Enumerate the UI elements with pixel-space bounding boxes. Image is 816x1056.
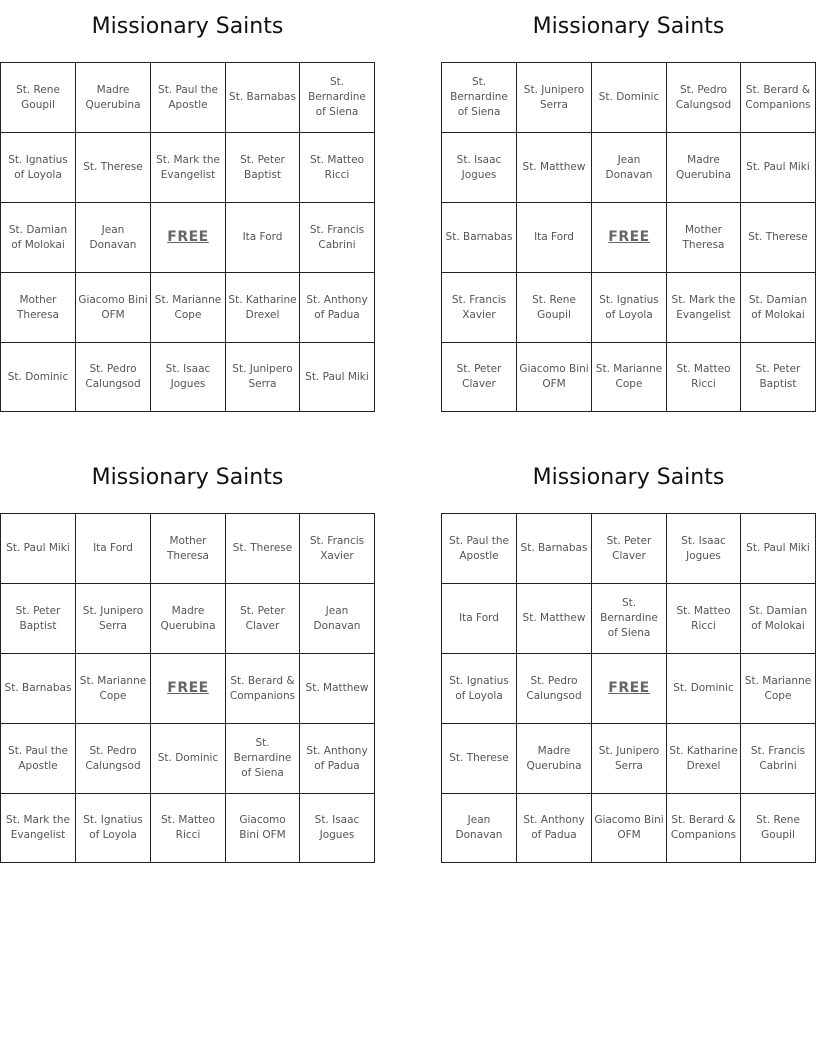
bingo-cell: St. Anthony of Padua bbox=[300, 273, 374, 343]
bingo-cell: St. Mark the Evangelist bbox=[151, 133, 226, 203]
bingo-cell: St. Ignatius of Loyola bbox=[1, 133, 76, 203]
bingo-cell: Jean Donavan bbox=[592, 133, 667, 203]
bingo-cell: St. Matteo Ricci bbox=[667, 343, 741, 411]
bingo-cell: St. Paul Miki bbox=[305, 370, 369, 383]
bingo-cell: St. Ignatius of Loyola bbox=[592, 273, 667, 343]
bingo-cell: Madre Querubina bbox=[667, 133, 741, 203]
bingo-cell: St. Anthony of Padua bbox=[517, 794, 592, 862]
bingo-cell: St. Pedro Calungsod bbox=[76, 724, 151, 794]
bingo-cell: St. Barnabas bbox=[1, 654, 76, 724]
bingo-grid bbox=[441, 62, 816, 412]
bingo-cell: St. Berard & Companions bbox=[667, 794, 741, 862]
bingo-cell: Jean Donavan bbox=[442, 794, 517, 862]
bingo-cell: St. Francis Xavier bbox=[300, 514, 374, 584]
bingo-cell: Madre Querubina bbox=[517, 724, 592, 794]
bingo-cell: St. Pedro Calungsod bbox=[76, 343, 151, 411]
bingo-cell: St. Barnabas bbox=[226, 63, 300, 133]
bingo-cell: St. Isaac Jogues bbox=[667, 514, 741, 584]
card-title: Missionary Saints bbox=[91, 465, 284, 490]
bingo-cell: Giacomo Bini OFM bbox=[76, 273, 151, 343]
bingo-cell: St. Matthew bbox=[300, 654, 374, 724]
bingo-cell: St. Francis Xavier bbox=[442, 273, 517, 343]
bingo-cell: St. Therese bbox=[76, 133, 151, 203]
card-title: Missionary Saints bbox=[532, 465, 725, 490]
bingo-cell: St. Bernardine of Siena bbox=[442, 63, 517, 133]
bingo-cell: St. Isaac Jogues bbox=[314, 814, 360, 841]
bingo-cell: Madre Querubina bbox=[76, 63, 151, 133]
bingo-cell: St. Paul Miki bbox=[741, 133, 815, 203]
bingo-cell: St. Barnabas bbox=[517, 514, 592, 584]
bingo-cell: Mother Theresa bbox=[1, 273, 76, 343]
bingo-cell: St. Katharine Drexel bbox=[667, 724, 741, 794]
bingo-cell: St. Marianne Cope bbox=[151, 273, 226, 343]
bingo-cell: St. Matthew bbox=[517, 584, 592, 654]
card-title: Missionary Saints bbox=[532, 14, 725, 39]
bingo-cell: Ita Ford bbox=[76, 514, 151, 584]
bingo-cell: St. Marianne Cope bbox=[76, 654, 151, 724]
bingo-grid bbox=[0, 62, 375, 412]
bingo-cell: St. Marianne Cope bbox=[592, 343, 667, 411]
bingo-cell: St. Bernardine of Siena bbox=[300, 63, 374, 133]
free-space-cell: FREE bbox=[151, 203, 226, 273]
bingo-cell: Ita Ford bbox=[226, 203, 300, 273]
bingo-cell: St. Peter Baptist bbox=[755, 363, 801, 390]
bingo-cell: St. Paul Miki bbox=[1, 514, 76, 584]
bingo-cell: St. Damian of Molokai bbox=[741, 273, 815, 343]
bingo-cell: St. Bernardine of Siena bbox=[592, 584, 667, 654]
bingo-cell: Madre Querubina bbox=[151, 584, 226, 654]
bingo-grid bbox=[0, 513, 375, 863]
bingo-cell: St. Therese bbox=[442, 724, 517, 794]
bingo-cell: St. Barnabas bbox=[442, 203, 517, 273]
bingo-cell: Giacomo Bini OFM bbox=[592, 794, 667, 862]
bingo-cell: St. Peter Claver bbox=[442, 343, 517, 411]
bingo-grid bbox=[441, 513, 816, 863]
bingo-cell: St. Peter Claver bbox=[592, 514, 667, 584]
bingo-cell: St. Paul Miki bbox=[741, 514, 815, 584]
bingo-cell: St. Junipero Serra bbox=[592, 724, 667, 794]
bingo-cell: St. Bernardine of Siena bbox=[226, 724, 300, 794]
bingo-cell: St. Rene Goupil bbox=[517, 273, 592, 343]
bingo-cell: St. Peter Claver bbox=[226, 584, 300, 654]
bingo-cell: St. Damian of Molokai bbox=[1, 203, 76, 273]
bingo-cell: St. Paul the Apostle bbox=[1, 724, 76, 794]
bingo-cell: Jean Donavan bbox=[300, 584, 374, 654]
bingo-cell: St. Mark the Evangelist bbox=[667, 273, 741, 343]
bingo-cell: Mother Theresa bbox=[667, 203, 741, 273]
free-space-cell: FREE bbox=[592, 203, 667, 273]
bingo-cell: St. Ignatius of Loyola bbox=[76, 794, 151, 862]
bingo-cell: Ita Ford bbox=[442, 584, 517, 654]
bingo-cell: Jean Donavan bbox=[76, 203, 151, 273]
bingo-cell: St. Dominic bbox=[1, 343, 76, 411]
bingo-cell: St. Ignatius of Loyola bbox=[442, 654, 517, 724]
bingo-cell: Mother Theresa bbox=[151, 514, 226, 584]
bingo-cell: St. Rene Goupil bbox=[756, 814, 800, 841]
bingo-cell: St. Francis Cabrini bbox=[741, 724, 815, 794]
bingo-cell: Giacomo Bini OFM bbox=[517, 343, 592, 411]
bingo-cell: St. Isaac Jogues bbox=[442, 133, 517, 203]
bingo-cell: St. Dominic bbox=[592, 63, 667, 133]
bingo-cell: St. Berard & Companions bbox=[226, 654, 300, 724]
bingo-cell: Giacomo Bini OFM bbox=[226, 794, 300, 862]
bingo-cell: St. Peter Baptist bbox=[1, 584, 76, 654]
bingo-cell: St. Berard & Companions bbox=[741, 63, 815, 133]
bingo-cell: Ita Ford bbox=[517, 203, 592, 273]
bingo-cell: St. Matteo Ricci bbox=[300, 133, 374, 203]
free-space-cell: FREE bbox=[592, 654, 667, 724]
bingo-cell: St. Paul the Apostle bbox=[151, 63, 226, 133]
bingo-cell: St. Junipero Serra bbox=[76, 584, 151, 654]
bingo-cell: St. Dominic bbox=[667, 654, 741, 724]
bingo-cell: St. Mark the Evangelist bbox=[1, 794, 76, 862]
bingo-cell: St. Matteo Ricci bbox=[667, 584, 741, 654]
bingo-cell: St. Anthony of Padua bbox=[300, 724, 374, 794]
card-title: Missionary Saints bbox=[91, 14, 284, 39]
bingo-cell: St. Pedro Calungsod bbox=[517, 654, 592, 724]
free-space-cell: FREE bbox=[151, 654, 226, 724]
bingo-cell: St. Matthew bbox=[517, 133, 592, 203]
bingo-cell: St. Matteo Ricci bbox=[151, 794, 226, 862]
bingo-cell: St. Katharine Drexel bbox=[226, 273, 300, 343]
bingo-cell: St. Dominic bbox=[151, 724, 226, 794]
bingo-cell: St. Paul the Apostle bbox=[442, 514, 517, 584]
bingo-cell: St. Rene Goupil bbox=[1, 63, 76, 133]
bingo-cell: St. Therese bbox=[226, 514, 300, 584]
bingo-cell: St. Peter Baptist bbox=[226, 133, 300, 203]
bingo-cell: St. Isaac Jogues bbox=[151, 343, 226, 411]
bingo-cell: St. Marianne Cope bbox=[741, 654, 815, 724]
bingo-cell: St. Damian of Molokai bbox=[741, 584, 815, 654]
bingo-cell: St. Francis Cabrini bbox=[300, 203, 374, 273]
bingo-cell: St. Junipero Serra bbox=[226, 343, 300, 411]
bingo-cell: St. Junipero Serra bbox=[517, 63, 592, 133]
bingo-cell: St. Therese bbox=[741, 203, 815, 273]
bingo-cell: St. Pedro Calungsod bbox=[667, 63, 741, 133]
